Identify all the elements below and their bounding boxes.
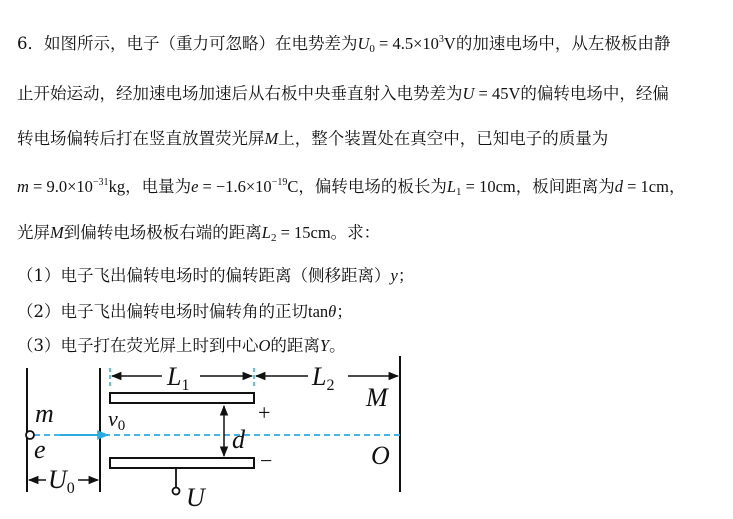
problem-line-1: 6．如图所示，电子（重力可忽略）在电势差为$U_0 = 4.5\times 10^3V$的加速电场中，从左极板由静	[17, 34, 671, 55]
label-screen-M: M	[366, 383, 388, 412]
label-e: e	[34, 435, 46, 464]
label-l1: L1	[167, 362, 190, 394]
problem-line-5: 光屏M到偏转电场极板右端的距离$L_2 = 15cm$。求：	[17, 223, 381, 244]
label-v0: v0	[108, 406, 126, 434]
label-m: m	[35, 399, 54, 428]
problem-line-2: 止开始运动，经加速电场加速后从右板中央垂直射入电势差为U = 45V的偏转电场中，经偏	[17, 84, 669, 103]
electron-dot	[26, 431, 34, 439]
label-u: U	[186, 483, 205, 512]
problem-number: 6	[17, 34, 28, 53]
electron-deflection-diagram	[0, 340, 420, 515]
label-minus: −	[260, 448, 273, 473]
question-3: （3）电子打在荧光屏上时到中心O的距离Y。	[17, 336, 346, 355]
question-2: （2）电子飞出偏转电场时偏转角的正切tanθ；	[17, 302, 353, 321]
label-plus: +	[258, 400, 271, 425]
u-terminal-dot	[173, 488, 180, 495]
problem-line-4: $m = 9.0\times 10^{-31}kg$，电量为$e = -1.6\times 10^{-19}C$，偏转电场的板长为$L_1 = 10cm$，板间距离为d = 1cm，	[17, 177, 686, 198]
label-center-O: O	[371, 441, 390, 470]
upper-deflection-plate	[110, 393, 254, 403]
question-1: （1）电子飞出偏转电场时的偏转距离（侧移距离）y；	[17, 266, 415, 285]
label-u0: U0	[48, 465, 75, 497]
lower-deflection-plate	[110, 458, 254, 468]
label-l2: L2	[312, 362, 335, 394]
label-d: d	[232, 425, 245, 454]
problem-line-3: 转电场偏转后打在竖直放置荧光屏M上，整个装置处在真空中，已知电子的质量为	[17, 129, 609, 148]
